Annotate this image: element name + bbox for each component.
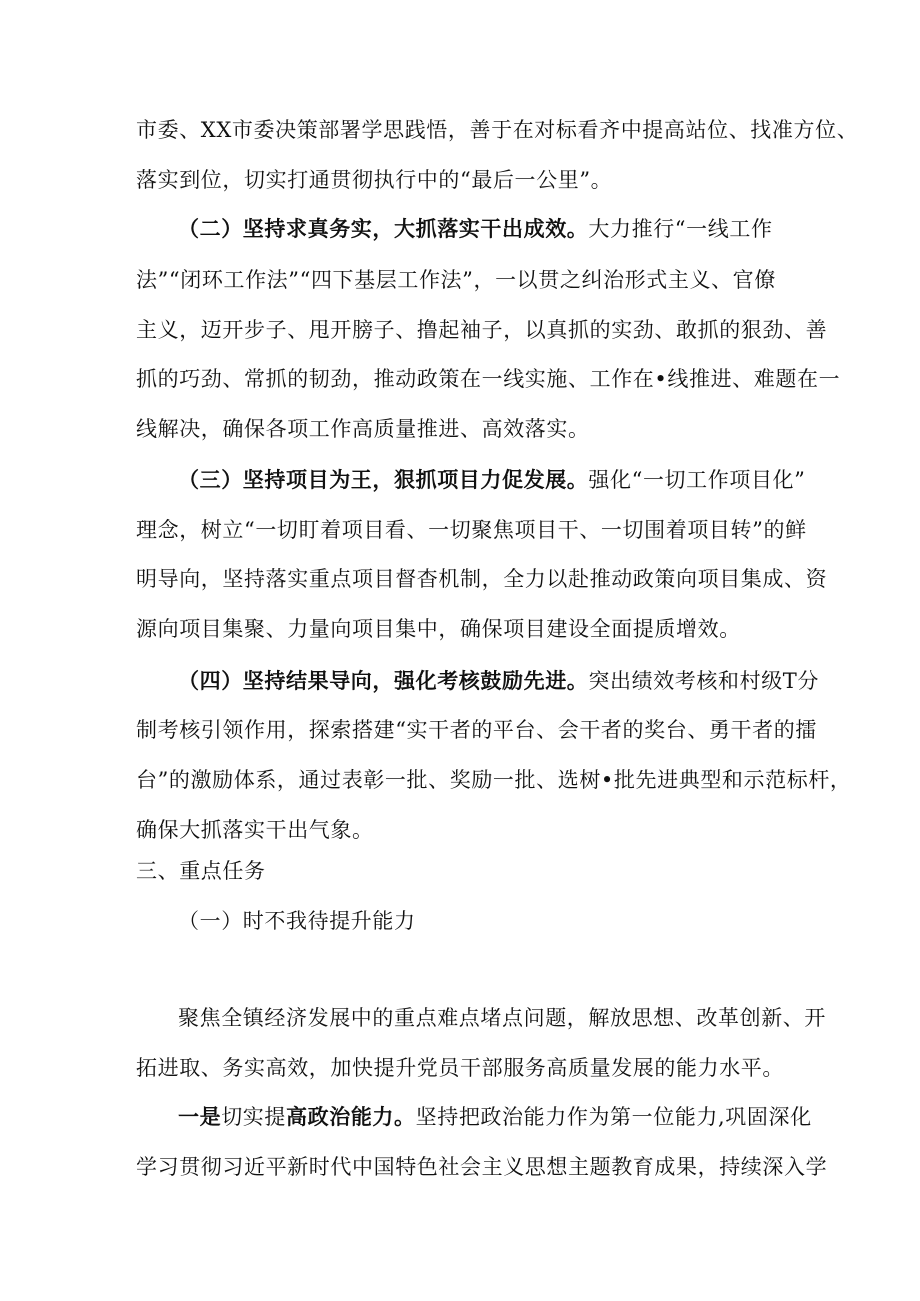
text-line: 确保大抓落实干出气象。 — [136, 818, 374, 842]
section-heading: 三、重点任务 — [136, 859, 266, 883]
paragraph-3-lead: （三）坚持项目为王，狠抓项目力促发展。 — [178, 467, 589, 492]
paragraph-6-lead-a: 一是 — [178, 1104, 222, 1129]
paragraph-6-lead-b: 切实提 — [221, 1105, 287, 1129]
text-line: 明导向，坚持落实重点项目督杳机制，全力以赴推动政策向项目集成、资 — [136, 567, 828, 591]
text-line: 聚焦全镇经济发展中的重点难点堵点问题，解放思想、改革创新、开 — [178, 1006, 826, 1030]
paragraph-4-lead: （四）坚持结果导向，强化考核鼓励先进。 — [178, 668, 589, 693]
text-line: 主义，迈开步子、甩开膀子、撸起袖子，以真抓的实劲、敢抓的狠劲、善 — [136, 318, 828, 342]
text-line: 源向项目集聚、力量向项目集中，确保项目建设全面提质增效。 — [136, 617, 741, 641]
text-line: 落实到位，切实打通贯彻执行中的“最后一公里”。 — [136, 168, 613, 192]
subsection-heading: （一）时不我待提升能力 — [178, 909, 416, 933]
text-line: 台”的激励体系，通过表彰一批、奖励一批、选树•批先进典型和示范标杆， — [136, 768, 852, 792]
paragraph-6-lead-c: 高政治能力。 — [286, 1104, 416, 1129]
text-line: 法”“闭环工作法”“四下基层工作法”，一以贯之纠治形式主义、官僚 — [136, 268, 776, 292]
text-line: 学习贯彻习近平新时代中国特色社会主义思想主题教育成果，持续深入学 — [136, 1155, 828, 1179]
paragraph-3-text: 强化“一切工作项目化” — [588, 468, 806, 492]
text-line: 线解决，确保各项工作高质量推进、高效落实。 — [136, 417, 590, 441]
text-line: 抓的巧劲、常抓的韧劲，推动政策在一线实施、工作在•线推进、难题在一 — [136, 367, 841, 391]
text-line: 制考核引领作用，探索搭建“实干者的平台、会干者的奖台、勇干者的擂 — [136, 718, 817, 742]
paragraph-2-lead: （二）坚持求真务实，大抓落实干出成效。 — [178, 216, 589, 241]
text-line: 理念，树立“一切盯着项目看、一切聚焦项目干、一切围着项目转”的鲜 — [136, 518, 807, 542]
paragraph-6-text: 坚持把政治能力作为第一位能力,巩固深化 — [415, 1105, 812, 1129]
text-line: 拓进取、务实高效，加快提升党员干部服务高质量发展的能力水平。 — [136, 1056, 784, 1080]
paragraph-4-text: 突出绩效考核和村级T分 — [588, 669, 820, 693]
paragraph-6-first-line — [178, 1101, 828, 1133]
paragraph-2-text: 大力推行“一线工作 — [588, 217, 773, 241]
paragraph-3-first-line — [178, 464, 828, 496]
paragraph-2-first-line — [178, 213, 828, 245]
text-line: 市委、XX市委决策部署学思践悟，善于在对标看齐中提高站位、找准方位、 — [136, 118, 859, 142]
paragraph-4-first-line — [178, 665, 828, 697]
